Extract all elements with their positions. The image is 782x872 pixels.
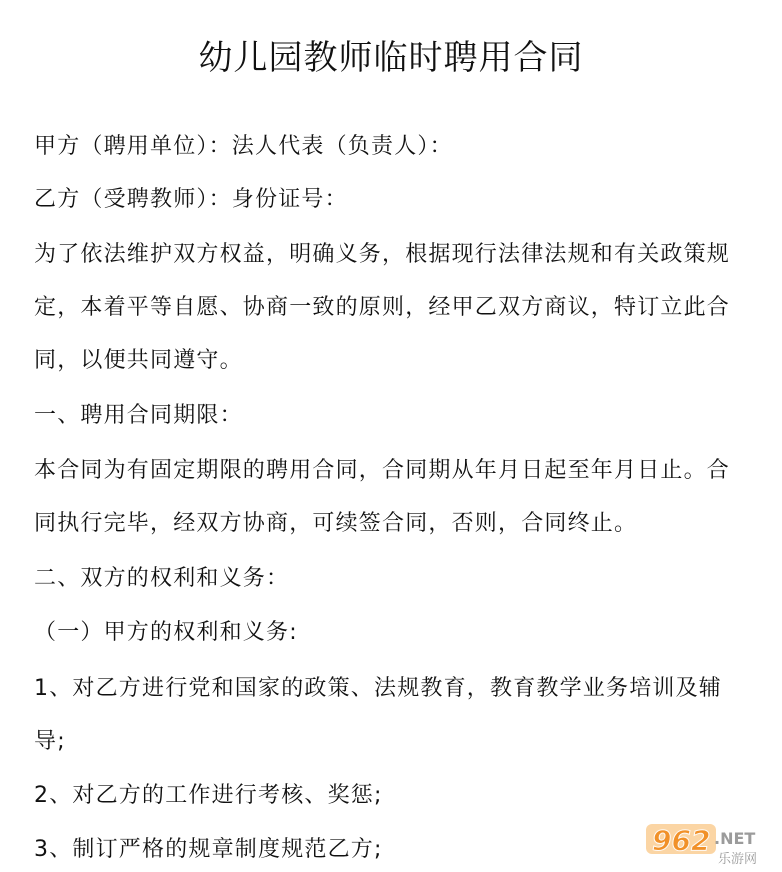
watermark-suffix: .NET — [714, 829, 756, 848]
party-b-line: 乙方（受聘教师）：身份证号： — [34, 187, 348, 212]
term-line-1: 本合同为有固定期限的聘用合同，合同期从年月日起至年月日止。合 — [34, 458, 731, 483]
preamble-line-3: 同，以便共同遵守。 — [34, 348, 243, 373]
item-1-line-1: 1、对乙方进行党和国家的政策、法规教育，教育教学业务培训及辅 — [34, 676, 722, 701]
preamble-line-2: 定，本着平等自愿、协商一致的原则，经甲乙双方商议，特订立此合 — [34, 295, 731, 320]
document-title: 幼儿园教师临时聘用合同 — [198, 38, 584, 78]
watermark-number: 962 — [652, 824, 711, 857]
watermark-site-name: 乐游网 — [718, 852, 758, 866]
item-2-line: 2、对乙方的工作进行考核、奖惩; — [34, 783, 383, 808]
party-a-line: 甲方（聘用单位）：法人代表（负责人）： — [34, 134, 453, 159]
preamble-line-1: 为了依法维护双方权益，明确义务，根据现行法律法规和有关政策规 — [34, 242, 731, 267]
term-line-2: 同执行完毕，经双方协商，可续签合同，否则，合同终止。 — [34, 511, 638, 536]
section-2-heading: 二、双方的权利和义务： — [34, 566, 290, 591]
item-1-line-2: 导; — [34, 729, 66, 754]
section-1-heading: 一、聘用合同期限： — [34, 403, 243, 428]
site-watermark-logo — [644, 820, 776, 866]
subsection-1-heading: （一）甲方的权利和义务: — [34, 620, 298, 645]
item-3-line: 3、制订严格的规章制度规范乙方; — [34, 837, 383, 862]
